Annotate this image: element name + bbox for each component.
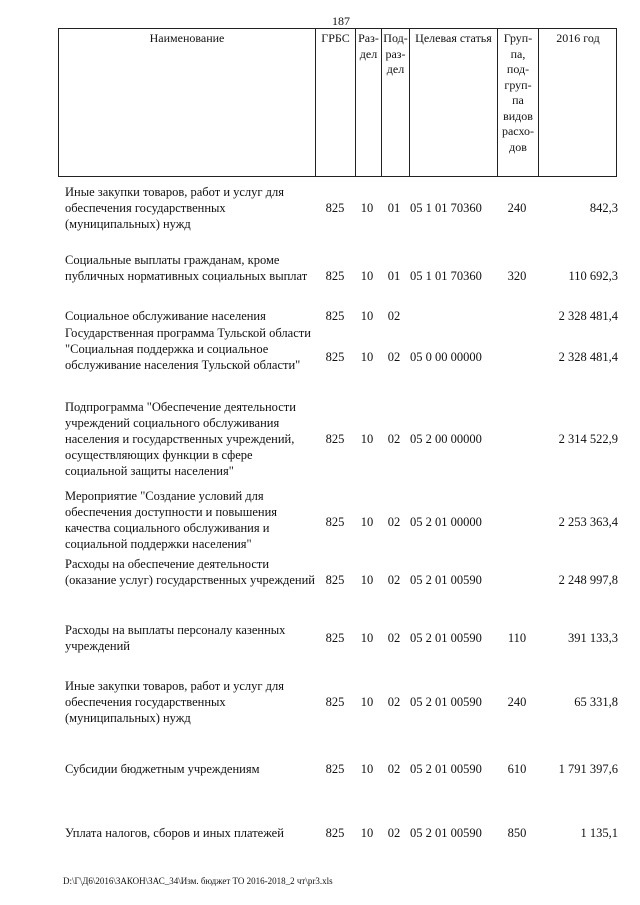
row-grbs: 825: [325, 826, 345, 840]
row-name: Иные закупки товаров, работ и услуг для обеспечения государственных (муниципальных) нужд: [65, 679, 285, 725]
row-grbs: 825: [325, 269, 345, 283]
column-divider: [538, 29, 539, 176]
file-path-footer: D:\Г\Д6\2016\ЗАКОН\ЗАС_34\Изм. бюджет ТО 2016-2018_2 чт\pr3.xls: [63, 876, 333, 886]
row-razdel: 10: [360, 515, 374, 529]
row-razdel: 10: [360, 695, 374, 709]
row-grbs: 825: [325, 350, 345, 364]
row-name: Уплата налогов, сборов и иных платежей: [65, 826, 284, 840]
header-name: Наименование: [149, 31, 225, 45]
row-podrazdel: 02: [387, 515, 401, 529]
header-grbs: ГРБС: [321, 31, 350, 45]
row-grbs: 825: [325, 515, 345, 529]
row-razdel: 10: [360, 350, 374, 364]
row-razdel: 10: [360, 201, 374, 215]
row-vid: 850: [507, 826, 527, 840]
row-podrazdel: 02: [387, 432, 401, 446]
row-podrazdel: 02: [387, 826, 401, 840]
row-celevaya: 05 2 00 00000: [410, 432, 482, 446]
column-divider: [315, 29, 316, 176]
row-celevaya: 05 1 01 70360: [410, 269, 482, 283]
row-razdel: 10: [360, 826, 374, 840]
row-celevaya: 05 2 01 00590: [410, 695, 482, 709]
row-vid: 320: [507, 269, 527, 283]
row-podrazdel: 02: [387, 309, 401, 323]
row-amount: 391 133,3: [568, 631, 618, 645]
row-grbs: 825: [325, 309, 345, 323]
row-podrazdel: 02: [387, 350, 401, 364]
row-razdel: 10: [360, 309, 374, 323]
row-podrazdel: 01: [387, 269, 401, 283]
row-vid: 240: [507, 201, 527, 215]
header-razdel: Раз- дел: [358, 31, 379, 61]
row-amount: 65 331,8: [574, 695, 618, 709]
row-name: Расходы на выплаты персоналу казенных учреждений: [65, 623, 286, 653]
row-amount: 1 791 397,6: [558, 762, 618, 776]
row-celevaya: 05 2 01 00590: [410, 631, 482, 645]
row-razdel: 10: [360, 269, 374, 283]
row-vid: 610: [507, 762, 527, 776]
row-grbs: 825: [325, 762, 345, 776]
row-amount: 842,3: [589, 201, 618, 215]
row-name: Социальное обслуживание населения: [65, 309, 266, 323]
header-year: 2016 год: [556, 31, 600, 45]
column-divider: [409, 29, 410, 176]
row-podrazdel: 01: [387, 201, 401, 215]
row-razdel: 10: [360, 573, 374, 587]
row-grbs: 825: [325, 695, 345, 709]
row-name: Подпрограмма "Обеспечение деятельности учреждений социального обслуживания населения и государственных учреждений, осуществляющих функции в сфере социальной защиты населения": [65, 400, 296, 478]
row-podrazdel: 02: [387, 631, 401, 645]
row-celevaya: 05 0 00 00000: [410, 350, 482, 364]
row-amount: 2 248 997,8: [558, 573, 618, 587]
row-name: Государственная программа Тульской области "Социальная поддержка и социальное обслуживание населения Тульской области": [65, 326, 311, 372]
row-podrazdel: 02: [387, 695, 401, 709]
row-vid: 110: [507, 631, 527, 645]
row-amount: 1 135,1: [580, 826, 618, 840]
row-name: Субсидии бюджетным учреждениям: [65, 762, 260, 776]
table-header: [58, 28, 617, 177]
header-celevaya: Целевая статья: [415, 31, 492, 45]
row-vid: 240: [507, 695, 527, 709]
header-podrazdel: Под- раз- дел: [383, 31, 408, 76]
row-name: Мероприятие "Создание условий для обеспечения доступности и повышения качества социального обслуживания и социальной поддержки населения": [65, 489, 278, 551]
row-amount: 2 314 522,9: [558, 432, 618, 446]
row-razdel: 10: [360, 762, 374, 776]
row-amount: 2 253 363,4: [558, 515, 618, 529]
row-grbs: 825: [325, 201, 345, 215]
row-grbs: 825: [325, 432, 345, 446]
row-celevaya: 05 2 01 00590: [410, 762, 482, 776]
row-podrazdel: 02: [387, 762, 401, 776]
row-podrazdel: 02: [387, 573, 401, 587]
row-razdel: 10: [360, 432, 374, 446]
row-celevaya: 05 2 01 00590: [410, 826, 482, 840]
row-celevaya: 05 2 01 00590: [410, 573, 482, 587]
row-amount: 2 328 481,4: [558, 350, 618, 364]
row-celevaya: 05 1 01 70360: [410, 201, 482, 215]
row-amount: 2 328 481,4: [558, 309, 618, 323]
row-amount: 110 692,3: [568, 269, 618, 283]
row-grbs: 825: [325, 631, 345, 645]
row-name: Социальные выплаты гражданам, кроме публичных нормативных социальных выплат: [65, 253, 308, 283]
page-number: 187: [332, 14, 350, 28]
row-razdel: 10: [360, 631, 374, 645]
row-grbs: 825: [325, 573, 345, 587]
row-name: Иные закупки товаров, работ и услуг для обеспечения государственных (муниципальных) нужд: [65, 185, 285, 231]
row-name: Расходы на обеспечение деятельности (оказание услуг) государственных учреждений: [65, 557, 315, 587]
header-gruppa: Груп- па, под- груп- па видов расхо- дов: [501, 31, 535, 154]
row-celevaya: 05 2 01 00000: [410, 515, 482, 529]
